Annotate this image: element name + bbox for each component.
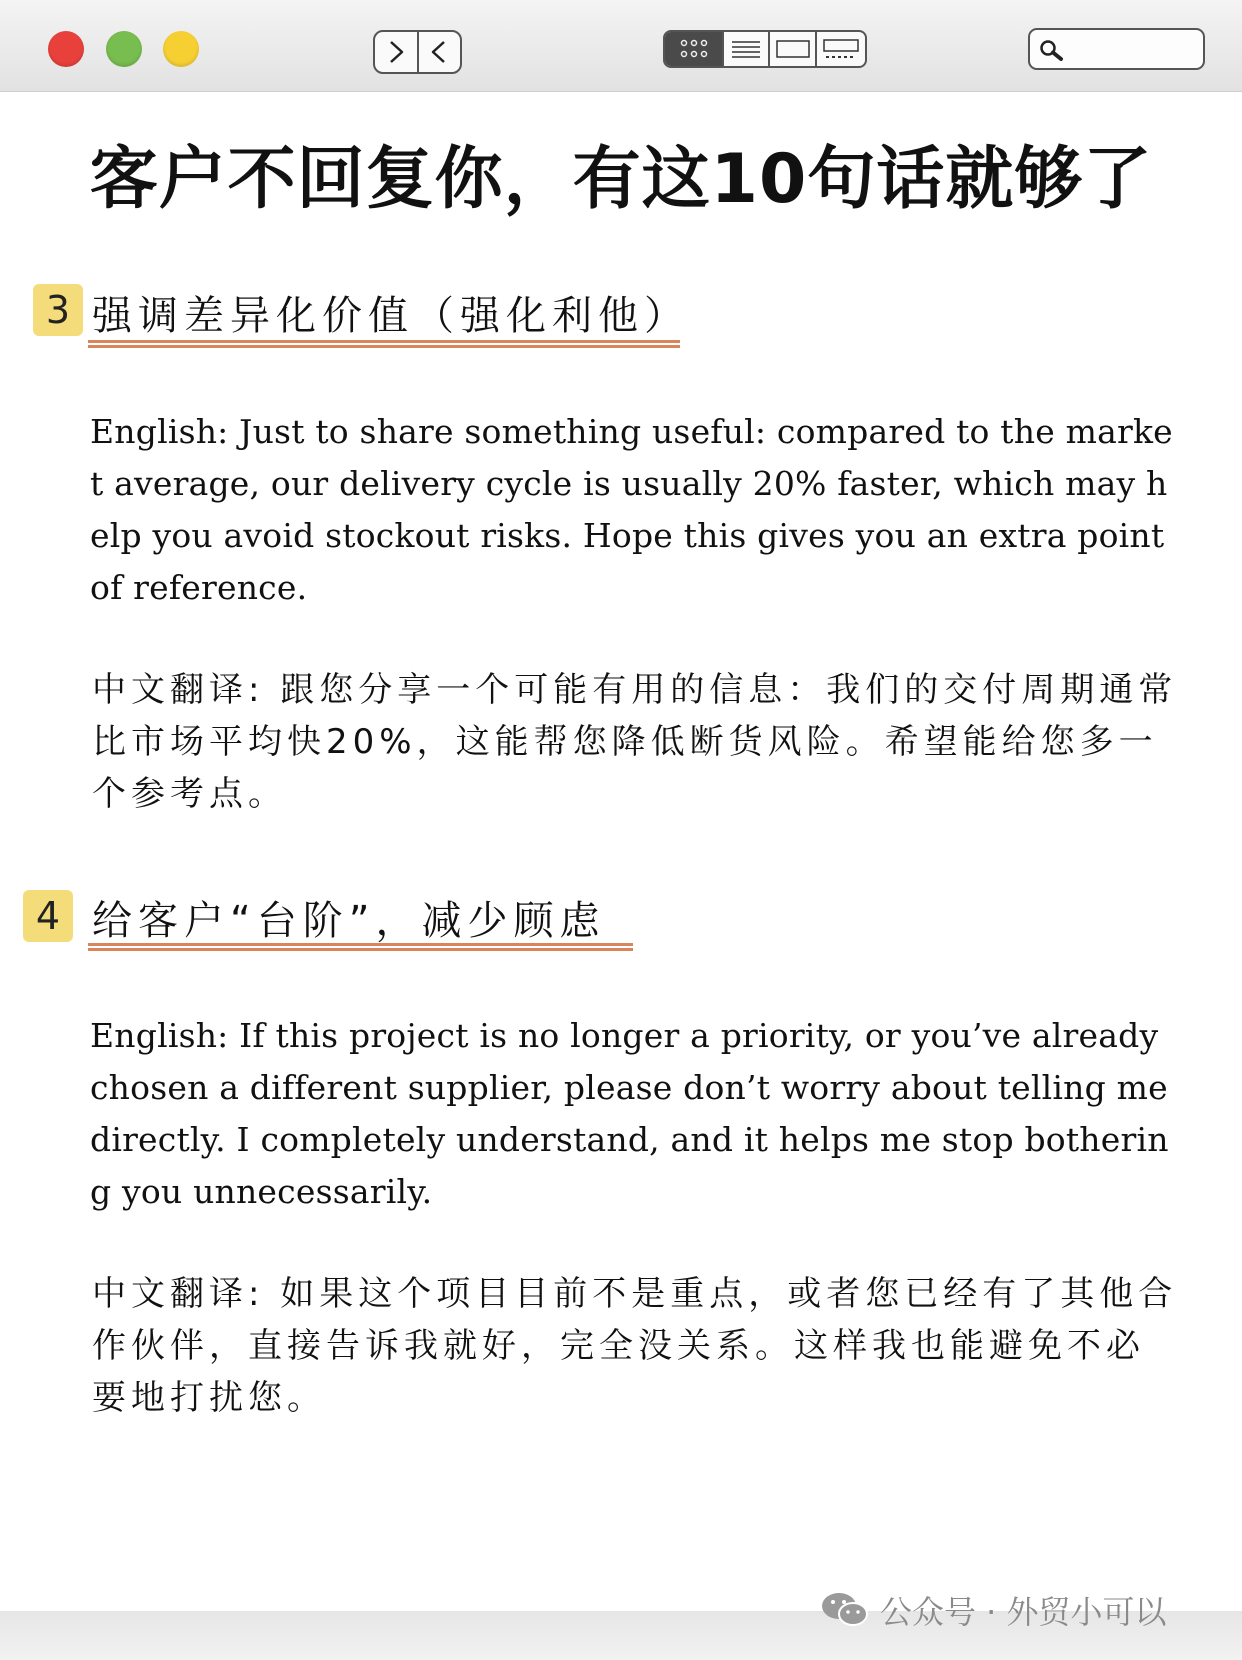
english-text: English: If this project is no longer a priority, or you’ve already chosen a different supplier, please don’t worry about telling me directly. I completely understand, and it helps me stop bothering you unnecessarily.: [90, 1016, 1169, 1211]
wechat-icon: [820, 1590, 870, 1630]
search-input[interactable]: [1070, 34, 1196, 64]
minimize-window-button[interactable]: [163, 31, 199, 67]
page-title: 客户不回复你，有这10句话就够了: [89, 140, 1153, 219]
watermark-text: 公众号 · 外贸小可以: [880, 1593, 1167, 1631]
chinese-translation: 中文翻译: 跟您分享一个可能有用的信息：我们的交付周期通常比市场平均快20%，这能帮您降低断货风险。希望能给您多一个参考点。: [92, 670, 1178, 814]
forward-icon: [385, 39, 407, 65]
section-number-badge: 4: [23, 890, 73, 942]
english-text: English: Just to share something useful: compared to the market average, our delivery cycle is usually 20% faster, which may help you avoid stockout risks. Hope this gives you an extra point of reference.: [90, 412, 1173, 607]
cover-flow-view-button[interactable]: [815, 32, 865, 66]
back-button[interactable]: [417, 32, 461, 72]
grid-view-button[interactable]: [665, 32, 722, 66]
heading-underline: [88, 943, 633, 951]
cover-flow-icon: [822, 38, 860, 60]
close-window-button[interactable]: [48, 31, 84, 67]
section-heading: 给客户“台阶”，减少顾虑: [92, 898, 606, 944]
grid-view-icon: [677, 38, 711, 60]
column-view-button[interactable]: [768, 32, 815, 66]
navigation-buttons: [373, 30, 462, 74]
chinese-translation: 中文翻译: 如果这个项目目前不是重点，或者您已经有了其他合作伙伴，直接告诉我就好，完全没关系。这样我也能避免不必要地打扰您。: [92, 1274, 1178, 1418]
forward-button[interactable]: [375, 32, 417, 72]
search-field[interactable]: [1028, 28, 1205, 70]
list-view-button[interactable]: [722, 32, 768, 66]
column-view-icon: [775, 39, 811, 59]
maximize-window-button[interactable]: [106, 31, 142, 67]
section-heading: 强调差异化价值（强化利他）: [92, 293, 690, 339]
section-number-badge: 3: [33, 284, 83, 336]
window-toolbar: [0, 0, 1242, 92]
back-icon: [428, 39, 450, 65]
heading-underline: [88, 340, 680, 348]
search-icon: [1038, 38, 1066, 62]
view-mode-switcher: [663, 30, 867, 68]
list-view-icon: [730, 39, 762, 59]
watermark: [820, 1590, 1167, 1630]
